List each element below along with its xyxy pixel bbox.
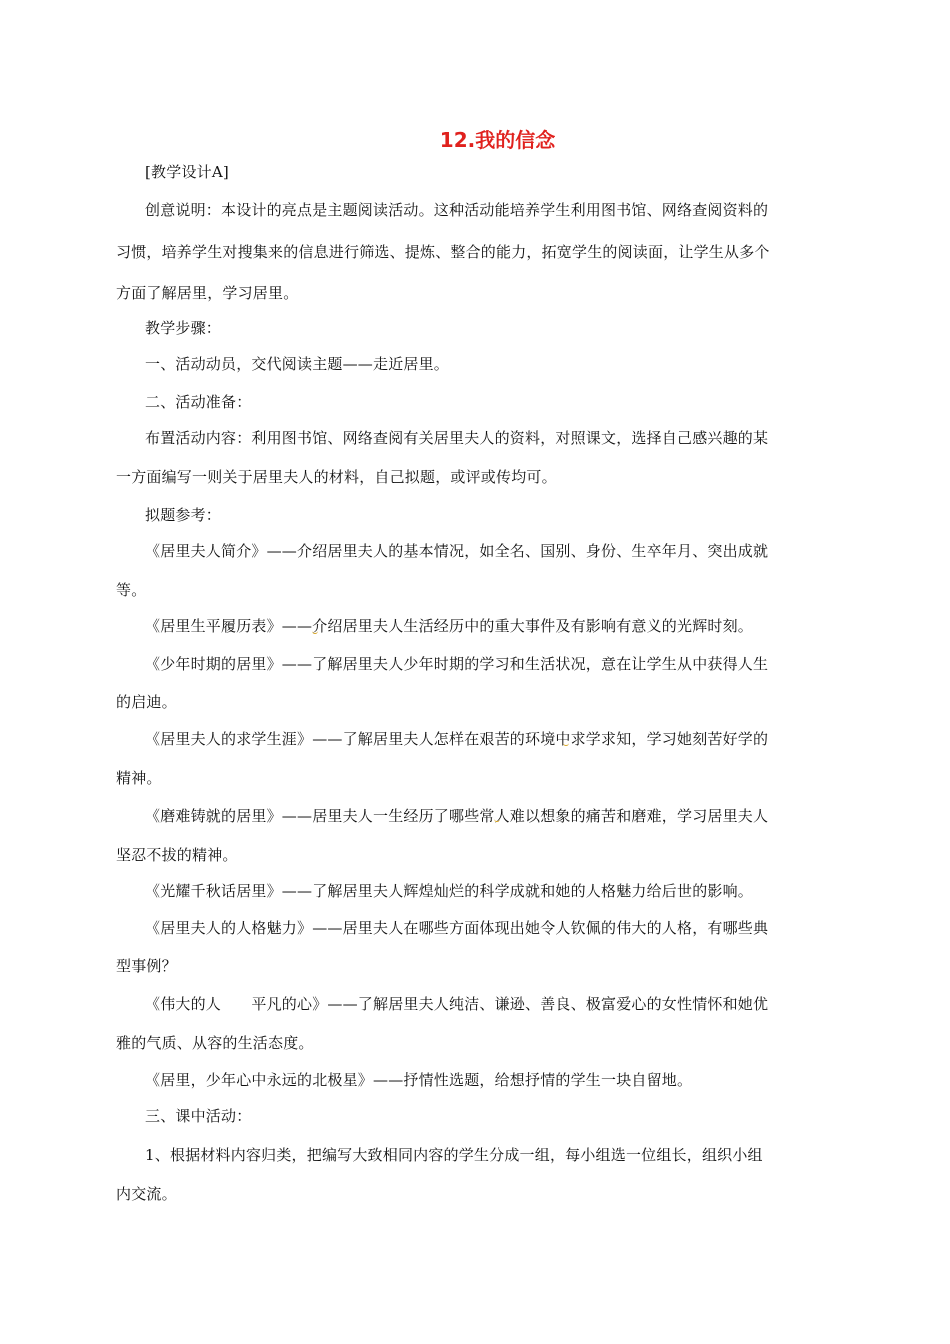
paragraph-line: 《磨难铸就的居里》——居里夫人一生经历了哪些常人难以想象的痛苦和磨难，学习居里夫人 [145, 807, 769, 825]
section-label: [教学设计A] [145, 163, 229, 181]
paragraph-line: 一、活动动员，交代阅读主题——走近居里。 [145, 355, 450, 373]
paragraph-line: 《少年时期的居里》——了解居里夫人少年时期的学习和生活状况，意在让学生从中获得人生 [145, 655, 769, 673]
paragraph-line: 三、课中活动： [145, 1107, 252, 1125]
paragraph-line: 内交流。 [116, 1185, 177, 1203]
paragraph-line: 二、活动准备： [145, 393, 252, 411]
paragraph-line: 创意说明：本设计的亮点是主题阅读活动。这种活动能培养学生利用图书馆、网络查阅资料的 [145, 201, 769, 219]
paragraph-line: 拟题参考： [145, 506, 222, 524]
paragraph-line: 《居里夫人简介》——介绍居里夫人的基本情况，如全名、国别、身份、生卒年月、突出成就 [145, 542, 769, 560]
paragraph-line: 一方面编写一则关于居里夫人的材料，自己拟题，或评或传均可。 [116, 468, 557, 486]
paragraph-line: 的启迪。 [116, 693, 177, 711]
paragraph-line: 1、根据材料内容归类，把编写大致相同内容的学生分成一组，每小组选一位组长，组织小组 [145, 1146, 763, 1164]
paragraph-line: 《居里生平履历表》——介绍居里夫人生活经历中的重大事件及有影响有意义的光辉时刻。 [145, 617, 754, 635]
paragraph-line: 等。 [116, 581, 147, 599]
paragraph-line: 雅的气质、从容的生活态度。 [116, 1034, 314, 1052]
paragraph-line: 《居里，少年心中永远的北极星》——抒情性选题，给想抒情的学生一块自留地。 [145, 1071, 693, 1089]
paragraph-line: 《居里夫人的人格魅力》——居里夫人在哪些方面体现出她令人钦佩的伟大的人格，有哪些典 [145, 919, 769, 937]
paragraph-line: 教学步骤： [145, 319, 222, 337]
paragraph-line: 型事例？ [116, 957, 177, 975]
document-title: 12.我的信念 [439, 128, 556, 152]
paragraph-line: 《伟大的人 平凡的心》——了解居里夫人纯洁、谦逊、善良、极富爱心的女性情怀和她优 [145, 995, 769, 1013]
paragraph-line: 习惯，培养学生对搜集来的信息进行筛选、提炼、整合的能力，拓宽学生的阅读面，让学生从多个 [116, 243, 770, 261]
paragraph-line: 《居里夫人的求学生涯》——了解居里夫人怎样在艰苦的环境中求学求知，学习她刻苦好学的 [145, 730, 769, 748]
paragraph-line: 布置活动内容：利用图书馆、网络查阅有关居里夫人的资料，对照课文，选择自己感兴趣的某 [145, 429, 769, 447]
paragraph-line: 坚忍不拔的精神。 [116, 846, 238, 864]
paragraph-line: 方面了解居里，学习居里。 [116, 284, 299, 302]
paragraph-line: 精神。 [116, 769, 162, 787]
paragraph-line: 《光耀千秋话居里》——了解居里夫人辉煌灿烂的科学成就和她的人格魅力给后世的影响。 [145, 882, 754, 900]
